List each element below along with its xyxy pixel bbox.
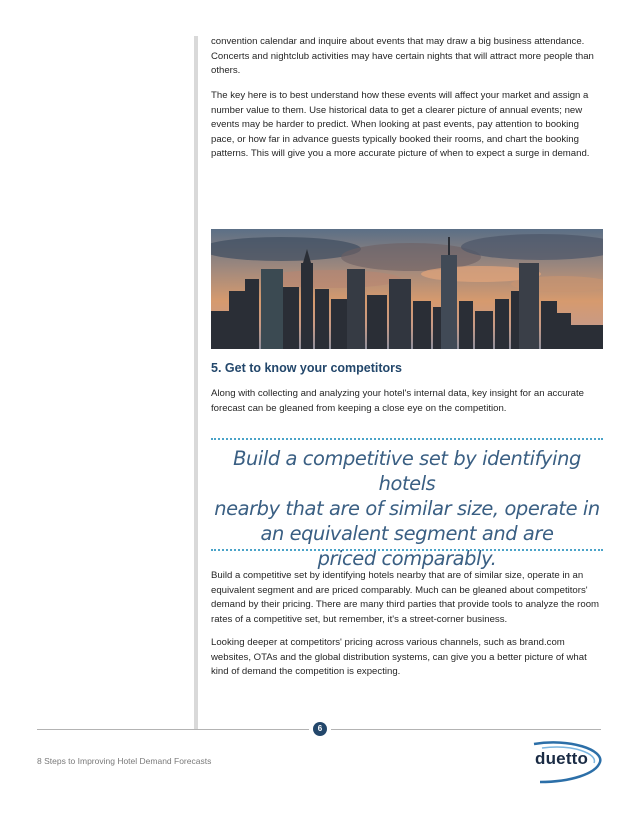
- footer-rule: [37, 729, 309, 730]
- margin-rule: [194, 36, 198, 730]
- dotted-rule-top: [211, 438, 603, 440]
- page-number-badge: 6: [313, 722, 327, 736]
- footer-rule: [331, 729, 601, 730]
- body-paragraph: Along with collecting and analyzing your hotel's internal data, key insight for an accurate forecast can be gleaned from keeping a close eye on the competition.: [211, 388, 585, 414]
- pull-quote-line: Build a competitive set by identifying hotels: [233, 447, 581, 495]
- body-paragraph: The key here is to best understand how these events will affect your market and assign a number value to them. Use historical data to get a clearer picture of annual events; new events may be harder to predict. When looking at past events, pay attention to booking pace, or how far in advance guests typically booked their rooms, and chart the booking patterns. This will give you a more accurate picture of when to expect a surge in demand.: [211, 90, 590, 160]
- section-heading: 5. Get to know your competitors: [211, 361, 402, 375]
- pull-quote-line: nearby that are of similar size, operate in: [214, 497, 600, 520]
- pull-quote-line: an equivalent segment and are: [260, 522, 554, 545]
- body-paragraph: Looking deeper at competitors' pricing across various channels, such as brand.com websites, OTAs and the global distribution systems, can give you a better picture of what kind of demand the competition is expecting.: [211, 637, 587, 678]
- pull-quote-line: priced comparably.: [317, 547, 497, 570]
- duetto-logo-text: duetto: [535, 749, 589, 768]
- city-skyline-photo: [211, 229, 603, 349]
- pull-quote: [211, 446, 603, 571]
- document-title: 8 Steps to Improving Hotel Demand Forecasts: [37, 756, 212, 766]
- body-paragraph: Build a competitive set by identifying hotels nearby that are of similar size, operate in an equivalent segment and are priced comparably. Much can be gleaned about competitors' demand by their pricing. There are many third parties that provide tools to analyze the room rates of a competitive set, but remember, it's a street-corner business.: [211, 570, 600, 625]
- dotted-rule-bottom: [211, 549, 603, 551]
- body-paragraph: convention calendar and inquire about events that may draw a big business attendance. Concerts and nightclub activities may have certain nights that will attract more people than others.: [211, 36, 594, 77]
